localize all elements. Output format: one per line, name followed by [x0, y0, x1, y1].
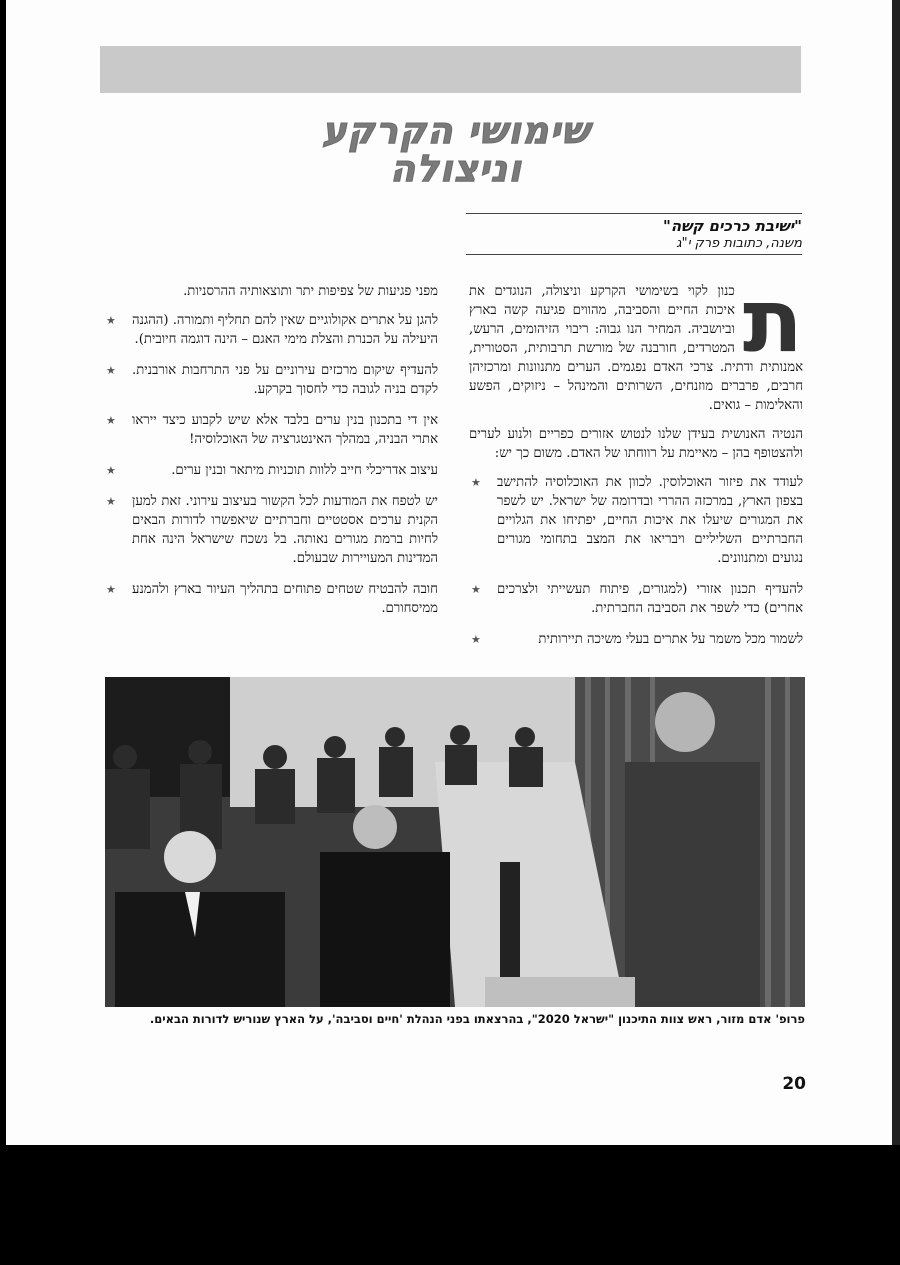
quote-bottom-rule	[466, 254, 802, 255]
title-line-2: וניצולה	[389, 147, 523, 190]
bullet-item	[106, 461, 438, 480]
star-icon: ★	[106, 583, 116, 596]
star-icon: ★	[106, 414, 116, 427]
epigraph-source: משנה, כתובות פרק י"ג	[676, 236, 802, 251]
bullet-text: להגן על אתרים אקולוגיים שאין להם תחליף ותמורה. (ההגנה היעילה על הכנרת והצלת מימי האגם – הינה דוגמה חיובית).	[132, 313, 438, 347]
photo-illustration	[105, 677, 805, 1007]
bullet-text: לשמור מכל משמר על אתרים בעלי משיכה תיירותית	[538, 632, 803, 647]
star-icon: ★	[106, 364, 116, 377]
bullet-text: עיצוב אדריכלי חייב ללוות תוכניות מיתאר ובנין ערים.	[171, 463, 438, 478]
bullet-item	[106, 311, 438, 349]
bullet-item	[106, 361, 438, 399]
page-number: 20	[782, 1074, 806, 1094]
star-icon: ★	[106, 464, 116, 477]
bullet-item	[471, 473, 803, 568]
star-icon: ★	[471, 476, 481, 489]
star-icon: ★	[471, 633, 481, 646]
right-bullet-list	[469, 473, 803, 649]
bullet-item	[106, 411, 438, 449]
drop-cap: ת	[742, 269, 803, 372]
bullet-item	[106, 492, 438, 568]
left-column	[104, 282, 438, 630]
lecture-photo	[105, 677, 805, 1007]
star-icon: ★	[106, 495, 116, 508]
bullet-text: חובה להבטיח שטחים פתוחים בתהליך העיור בארץ ולהמנע ממיסחורם.	[132, 582, 438, 616]
bullet-text: להעדיף שיקום מרכזים עירוניים על פני התרחבות אורבנית. לקדם בניה לגובה כדי לחסוך בקרקע.	[132, 363, 438, 397]
right-column	[469, 269, 803, 661]
photo-caption: פרופ' אדם מזור, ראש צוות התיכנון "ישראל 2020", בהרצאתו בפני הנהלת 'חיים וסביבה', על הארץ שנוריש לדורות הבאים.	[149, 1012, 805, 1026]
bullet-text: אין די בתכנון בנין ערים בלבד אלא שיש לקבוע כיצד ייראו אתרי הבניה, במהלך האינטגרציה של האוכלוסיה!	[132, 413, 438, 447]
quote-top-rule	[466, 213, 802, 214]
scan-edge	[892, 0, 900, 1145]
bullet-item	[106, 580, 438, 618]
header-band	[100, 46, 801, 93]
star-icon: ★	[471, 583, 481, 596]
bullet-item	[471, 630, 803, 649]
bullet-text: לעודד את פיזור האוכלוסין. לכוון את האוכלוסיה להתישב בצפון הארץ, במרכזה ההררי ובדרומה של ישראל. יש לשפר את המגורים שיעלו את איכות החיים, יפתיחו את הגלויים החברתיים השליליים ויבריאו את המצב בתחומי מגורים נגועים ומתנוונים.	[497, 475, 803, 566]
left-bullet-list	[104, 311, 438, 618]
left-continuation: מפני פגיעות של צפיפות יתר ותוצאותיה ההרסניות.	[183, 284, 438, 299]
bullet-text: להעדיף תכנון אזורי (למגורים, פיתוח תעשייתי ולצרכים אחרים) כדי לשפר את הסביבה החברתית.	[497, 582, 803, 616]
document-page	[6, 0, 894, 1145]
second-paragraph: הנטיה האנושית בעידן שלנו לנטוש אזורים כפריים ולנוע לערים ולהצטופף בהן – מאיימת על רווחתו של האדם. משום כך יש:	[469, 427, 803, 461]
epigraph-quote: "ישיבת כרכים קשה"	[663, 217, 802, 235]
intro-paragraph	[469, 269, 803, 415]
title-line-1: שימושי הקרקע	[321, 109, 591, 152]
bullet-text: יש לטפח את המודעות לכל הקשור בעיצוב עירוני. זאת למען הקנית ערכים אסטטיים וחברתיים שיאפשרו לדורות הבאים לחיות ברמת מגורים נאותה. בל נשכח שישראל הינה אחת המדינות המעויירות שבעולם.	[132, 494, 438, 566]
bullet-item	[471, 580, 803, 618]
intro-text: כנון לקוי בשימושי הקרקע וניצולה, הנוגדים את איכות החיים והסביבה, מהווים פגיעה קשה בארץ וביושביה. המחיר הנו גבוה: ריבוי הזיהומים, הרעש, המטרדים, חורבנה של מורשת תרבותית, הסטורית, אמנותית ודתית. צרכי האדם נפגמים. הערים מתנוונות ומרכזיהן חרבים, פרברים מוזנחים, השרותים והמינהל – ניזוקים, הפשע והאלימות – גואים.	[469, 284, 803, 413]
star-icon: ★	[106, 314, 116, 327]
page-title	[256, 109, 656, 190]
